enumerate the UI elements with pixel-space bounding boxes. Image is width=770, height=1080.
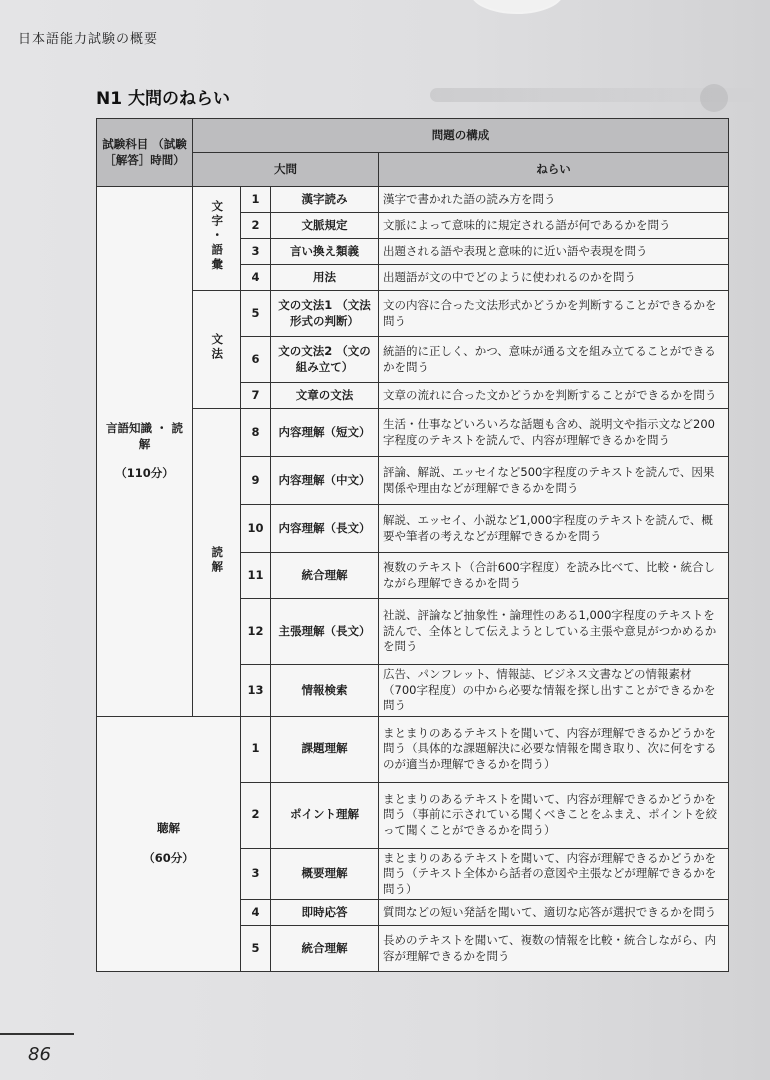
mondai-name: 課題理解 <box>271 716 379 782</box>
time-label: （60分） <box>143 850 194 865</box>
mondai-name: 概要理解 <box>271 848 379 900</box>
decorative-arc <box>470 0 564 14</box>
row-number: 8 <box>241 409 271 457</box>
row-number: 6 <box>241 337 271 383</box>
time-label: （110分） <box>115 466 174 481</box>
row-number: 1 <box>241 716 271 782</box>
mondai-name: 主張理解（長文） <box>271 599 379 665</box>
aim-text: 質問などの短い発話を聞いて、適切な応答が選択できるかを問う <box>379 900 729 926</box>
mondai-name: 言い換え類義 <box>271 239 379 265</box>
row-number: 3 <box>241 848 271 900</box>
mondai-name: 情報検索 <box>271 665 379 717</box>
mondai-name: 文章の文法 <box>271 383 379 409</box>
mondai-name: 文脈規定 <box>271 213 379 239</box>
aim-text: 漢字で書かれた語の読み方を問う <box>379 187 729 213</box>
aim-text: 解説、エッセイ、小説など1,000字程度のテキストを読んで、概要や筆者の考えなどが理解できるかを問う <box>379 505 729 553</box>
aim-text: 文の内容に合った文法形式かどうかを判断することができるかを問う <box>379 291 729 337</box>
page-number: 86 <box>28 1044 51 1065</box>
aim-text: まとまりのあるテキストを聞いて、内容が理解できるかどうかを問う（テキスト全体から話者の意図や主張などが理解できるかを問う） <box>379 848 729 900</box>
aim-text: 長めのテキストを聞いて、複数の情報を比較・統合しながら、内容が理解できるかを問う <box>379 926 729 972</box>
mondai-name: 文の文法1 （文法形式の判断） <box>271 291 379 337</box>
mondai-name: 統合理解 <box>271 553 379 599</box>
mondai-name: 即時応答 <box>271 900 379 926</box>
aim-text: 生活・仕事などいろいろな話題も含め、説明文や指示文など200字程度のテキストを読んで、内容が理解できるかを問う <box>379 409 729 457</box>
row-number: 11 <box>241 553 271 599</box>
header-composition: 問題の構成 <box>193 119 729 153</box>
aim-text: まとまりのあるテキストを聞いて、内容が理解できるかどうかを問う（具体的な課題解決に必要な情報を聞き取り、次に何をするのが適当か理解できるかを問う） <box>379 716 729 782</box>
aim-text: 出題される語や表現と意味的に近い語や表現を問う <box>379 239 729 265</box>
group-moji-goi: 文字・語彙 <box>193 187 241 291</box>
footer-rule <box>0 1033 74 1035</box>
subject-label: 言語知識 ・ 読解 <box>105 421 183 451</box>
mondai-name: 漢字読み <box>271 187 379 213</box>
row-number: 7 <box>241 383 271 409</box>
running-header: 日本語能力試験の概要 <box>18 32 159 47</box>
aim-text: 社説、評論など抽象性・論理性のある1,000字程度のテキストを読んで、全体として伝えようとしている主張や意見がつかめるかを問う <box>379 599 729 665</box>
row-number: 1 <box>241 187 271 213</box>
aim-text: 文脈によって意味的に規定される語が何であるかを問う <box>379 213 729 239</box>
subject-listening <box>97 716 241 972</box>
subject-language-reading <box>97 187 193 717</box>
row-number: 9 <box>241 457 271 505</box>
row-number: 12 <box>241 599 271 665</box>
mondai-name: 用法 <box>271 265 379 291</box>
header-subject-time: 試験科目 （試験［解答］時間） <box>97 119 193 187</box>
header-mondai: 大問 <box>193 153 379 187</box>
row-number: 4 <box>241 900 271 926</box>
row-number: 3 <box>241 239 271 265</box>
aim-text: 文章の流れに合った文かどうかを判断することができるかを問う <box>379 383 729 409</box>
row-number: 2 <box>241 782 271 848</box>
aim-text: 広告、パンフレット、情報誌、ビジネス文書などの情報素材（700字程度）の中から必要な情報を探し出すことができるかを問う <box>379 665 729 717</box>
row-number: 2 <box>241 213 271 239</box>
header-aim: ねらい <box>379 153 729 187</box>
section-title: N1 大問のねらい <box>96 89 230 109</box>
aim-text: まとまりのあるテキストを聞いて、内容が理解できるかどうかを問う（事前に示されている聞くべきことをふまえ、ポイントを絞って聞くことができるかを問う） <box>379 782 729 848</box>
mondai-name: 文の文法2 （文の組み立て） <box>271 337 379 383</box>
mondai-name: 内容理解（長文） <box>271 505 379 553</box>
group-bunpo: 文法 <box>193 291 241 409</box>
mondai-name: 内容理解（中文） <box>271 457 379 505</box>
row-number: 13 <box>241 665 271 717</box>
mondai-name: 内容理解（短文） <box>271 409 379 457</box>
row-number: 5 <box>241 926 271 972</box>
exam-structure-table <box>96 118 729 972</box>
group-dokkai: 読解 <box>193 409 241 717</box>
aim-text: 統語的に正しく、かつ、意味が通る文を組み立てることができるかを問う <box>379 337 729 383</box>
aim-text: 複数のテキスト（合計600字程度）を読み比べて、比較・統合しながら理解できるかを問う <box>379 553 729 599</box>
row-number: 4 <box>241 265 271 291</box>
subject-label: 聴解 <box>157 821 180 836</box>
mondai-name: ポイント理解 <box>271 782 379 848</box>
aim-text: 出題語が文の中でどのように使われるのかを問う <box>379 265 729 291</box>
aim-text: 評論、解説、エッセイなど500字程度のテキストを読んで、因果関係や理由などが理解できるかを問う <box>379 457 729 505</box>
mondai-name: 統合理解 <box>271 926 379 972</box>
bleed-through-circle <box>700 84 728 112</box>
row-number: 10 <box>241 505 271 553</box>
row-number: 5 <box>241 291 271 337</box>
